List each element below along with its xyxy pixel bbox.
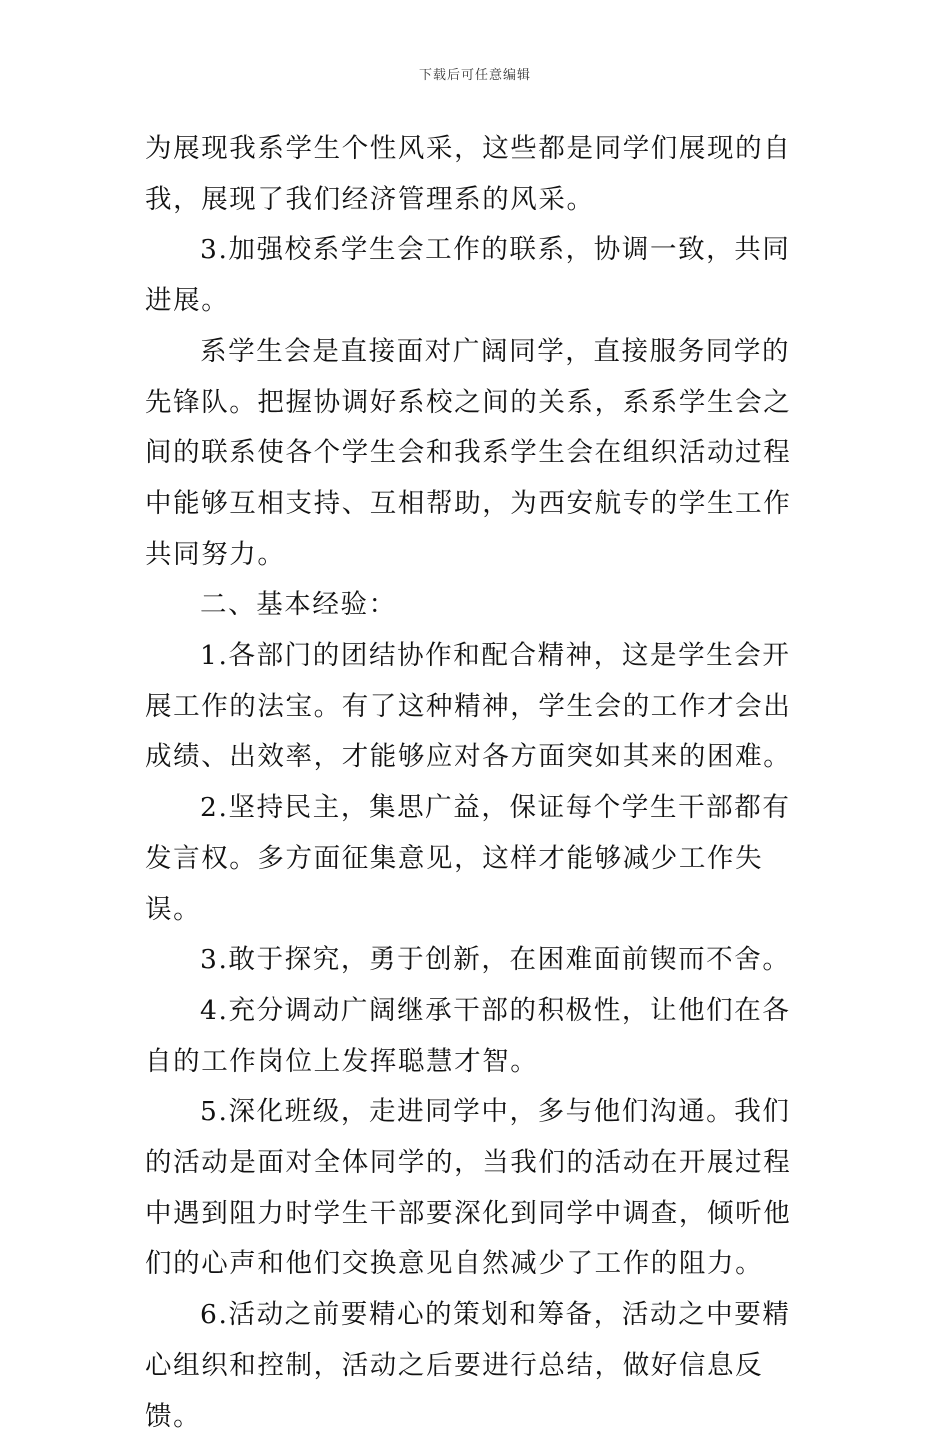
section-heading: 二、基本经验： — [200, 589, 397, 621]
paragraph: 为展现我系学生个性风采，这些都是同学们展现的自我，展现了我们经济管理系的风采。 — [145, 133, 792, 215]
paragraph: 系学生会是直接面对广阔同学，直接服务同学的先锋队。把握协调好系校之间的关系，系系学生会之间的联系使各个学生会和我系学生会在组织活动过程中能够互相支持、互相帮助，为西安航专的学生工作共同努力。 — [145, 335, 792, 570]
page-header-note: 下载后可任意编辑 — [418, 68, 531, 83]
paragraph: 2.坚持民主，集思广益，保证每个学生干部都有发言权。多方面征集意见，这样才能够减少工作失误。 — [145, 792, 791, 925]
document-body — [145, 124, 815, 1442]
paragraph: 1.各部门的团结协作和配合精神，这是学生会开展工作的法宝。有了这种精神，学生会的工作才会出成绩、出效率，才能够应对各方面突如其来的困难。 — [145, 640, 792, 773]
paragraph: 5.深化班级，走进同学中，多与他们沟通。我们的活动是面对全体同学的，当我们的活动在开展过程中遇到阻力时学生干部要深化到同学中调查，倾听他们的心声和他们交换意见自然减少了工作的阻力。 — [145, 1096, 792, 1280]
paragraph: 3.敢于探究，勇于创新，在困难面前锲而不舍。 — [200, 944, 791, 976]
paragraph: 6.活动之前要精心的策划和筹备，活动之中要精心组织和控制，活动之后要进行总结，做好信息反馈。 — [145, 1299, 791, 1432]
paragraph: 3.加强校系学生会工作的联系，协调一致，共同进展。 — [145, 234, 791, 317]
paragraph: 4.充分调动广阔继承干部的积极性，让他们在各自的工作岗位上发挥聪慧才智。 — [145, 994, 791, 1077]
